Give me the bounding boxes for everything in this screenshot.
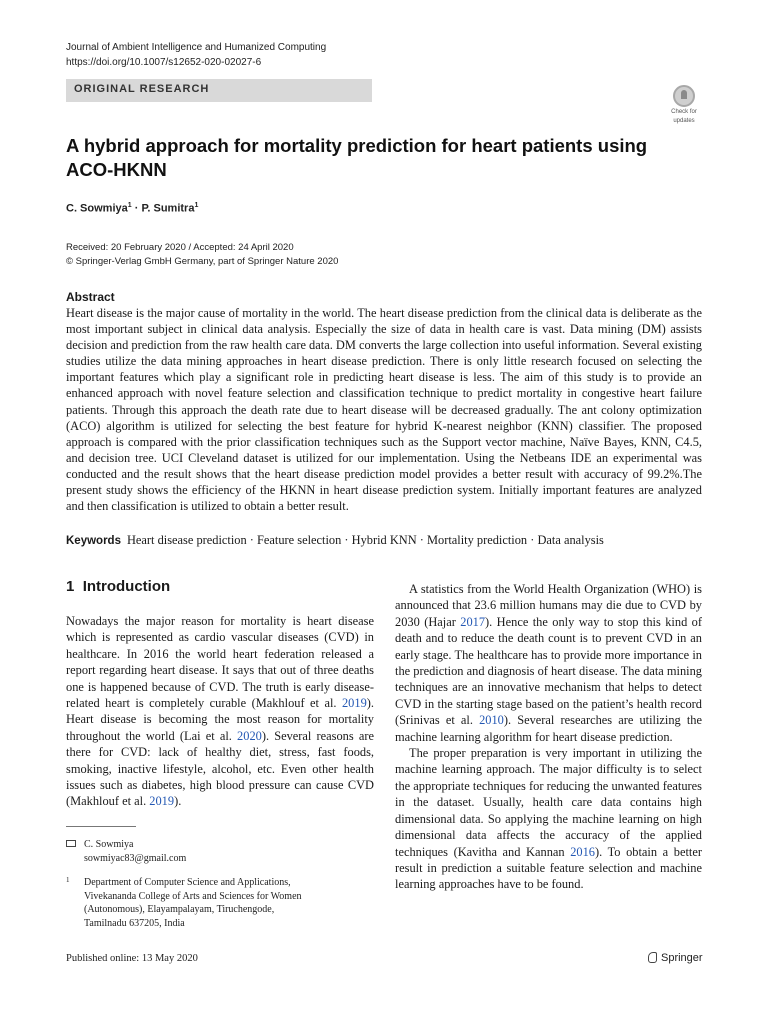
article-dates: [66, 241, 338, 269]
section-number: 1: [66, 578, 75, 595]
copyright-line: © Springer-Verlag GmbH Germany, part of Springer Nature 2020: [66, 256, 339, 267]
citation-link[interactable]: 2019: [341, 696, 367, 711]
citation-link[interactable]: 2020: [237, 728, 262, 743]
citation-link[interactable]: 2016: [570, 844, 595, 859]
section-heading-introduction: [66, 578, 170, 595]
envelope-icon: [66, 840, 76, 847]
corresponding-author-name: C. Sowmiya: [84, 839, 134, 850]
abstract-heading: Abstract: [66, 290, 115, 304]
received-accepted: Received: 20 February 2020 / Accepted: 24 April 2020: [66, 242, 294, 253]
doi-link[interactable]: https://doi.org/10.1007/s12652-020-02027-6: [66, 57, 262, 68]
abstract-text: Heart disease is the major cause of mortality in the world. The heart disease prediction from the clinical data is deliberate as the most important subject in clinical data analysis. Especially the size of data in health care is vast. Data mining (DM) assists decision and prediction from the raw health care data. DM converts the large collection into useful information. Several existing studies utilize the data mining approaches in heart disease prediction. There is only little research focused on selecting the important features which play a significant role in predicting heart disease is less. The aim of this study is to provide an enhanced approach with novel feature selection and classification technique to predict mortality in congestive heart failure patients. Through this approach the death rate due to heart disease will be decreased gradually. The ant colony optimization (ACO) algorithm is utilized for selecting the best feature for hybrid K-nearest neighbor (KNN) classifier. The proposed approach is compared with the prior classification techniques such as the Support vector machine, Naïve Bayes, KNN, C4.5, and decision tree. UCI Cleveland dataset is utilized for our implementation. Using the Netbeans IDE an experimental was conducted and the result shows that the heart disease prediction model provides a better result with accuracy of 99.2%.The present study shows the efficiency of the HKNN in heart disease prediction system. Initially important features are analyzed and then classification is utilized to obtain a better result.: [66, 306, 702, 514]
affiliation-line: (Autonomous), Elayampalayam, Tiruchengode,: [84, 904, 275, 915]
section-title: Introduction: [82, 578, 171, 595]
check-updates-label-2: updates: [673, 118, 695, 124]
article-type-label: ORIGINAL RESEARCH: [74, 83, 210, 95]
publisher-name: Springer: [661, 952, 703, 964]
author-list: C. Sowmiya$^1$ · P. Sumitra$^1$: [66, 202, 199, 215]
article-type-bar: [66, 79, 372, 102]
author-name[interactable]: P. Sumitra: [141, 202, 195, 215]
affiliation-number: 1: [66, 876, 70, 884]
published-date: Published online: 13 May 2020: [66, 953, 198, 964]
paper-title: A hybrid approach for mortality prediction for heart patients using ACO-HKNN: [66, 135, 648, 180]
citation-link[interactable]: 2019: [149, 794, 175, 809]
affiliation-line: Tamilnadu 637205, India: [84, 917, 185, 929]
journal-header: [66, 40, 326, 70]
intro-column-left: [66, 613, 374, 810]
springer-horse-icon: [648, 952, 657, 963]
keywords: [66, 533, 604, 548]
keywords-label: Keywords: [66, 535, 121, 547]
affiliation-line: Department of Computer Science and Applications,: [84, 877, 291, 888]
author-name[interactable]: C. Sowmiya: [66, 202, 128, 215]
check-updates-label-1: Check for: [671, 109, 697, 115]
intro-column-right: [395, 581, 702, 893]
author-affiliation-mark: 1: [194, 202, 199, 209]
bookmark-icon: [673, 85, 695, 107]
author-affiliation-mark: 1: [127, 202, 132, 209]
intro-paragraph: A statistics from the World Health Organization (WHO) is announced that 23.6 million humans may die due to CVD by 2030 (Hajar 2017). Hence the only way to stop this kind of death and to reduce the death count is to prevent CVD in an early stage. The healthcare has to provide more importance in the prediction and diagnosis of heart disease. The data mining techniques are an innovative mechanism that helps to detect CVD in the starting stage based on the patient’s health record (Srinivas et al. 2010). Several researches are utilizing the machine learning algorithm for heart disease prediction.: [395, 582, 702, 744]
check-for-updates-badge[interactable]: [666, 85, 702, 123]
citation-link[interactable]: 2010: [479, 713, 504, 728]
intro-paragraph: The proper preparation is very important in utilizing the machine learning approach. The major difficulty is to select the appropriate techniques for reducing the unwanted features in the dataset. Usually, health care data contains high dimensional data. So applying the machine learning on high dimensional data affects the accuracy of the applied techniques (Kavitha and Kannan 2016). To obtain a better result in prediction a suitable feature selection and machine learning approaches have to be found.: [395, 746, 702, 892]
publisher-logo[interactable]: [648, 952, 703, 964]
corresponding-author-email[interactable]: sowmiyac83@gmail.com: [84, 853, 187, 864]
affiliation-line: Vivekananda College of Arts and Sciences for Women: [84, 890, 302, 902]
footnote-divider: [66, 826, 136, 827]
journal-name: Journal of Ambient Intelligence and Humanized Computing: [66, 42, 327, 53]
citation-link[interactable]: 2017: [460, 614, 486, 629]
keywords-list: Heart disease prediction · Feature selection · Hybrid KNN · Mortality prediction · Data analysis: [126, 533, 604, 547]
intro-paragraph: Nowadays the major reason for mortality is heart disease which is represented as cardio vascular diseases (CVD) in healthcare. In 2016 the world heart federation released a report regarding heart disease. It says that out of three deaths one is happened because of CVD. The truth is early disease-related heart is completely curable (Makhlouf et al. 2019). Heart disease is becoming the most reason for mortality throughout the world (Lai et al. 2020). Several reasons are there for CVD: lack of healthy diet, stress, fast foods, smoking, inactive lifestyle, alcohol, etc. Even other health issues such as diabetes, high blood pressure can cause CVD (Makhlouf et al. 2019).: [66, 614, 374, 809]
